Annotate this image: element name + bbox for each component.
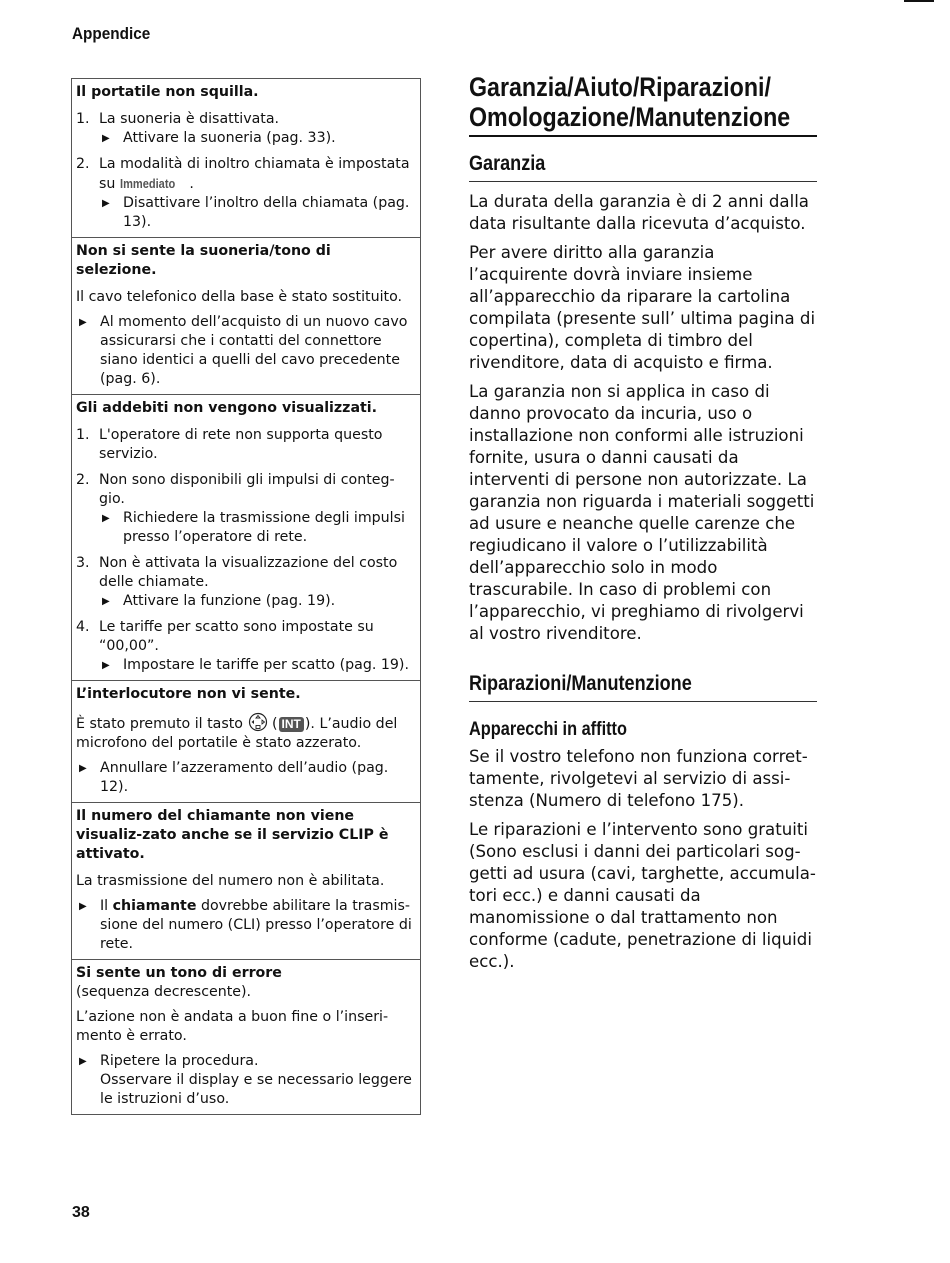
action-step <box>76 313 416 389</box>
warranty-column <box>469 72 817 980</box>
section-subtitle: (sequenza decrescente). <box>76 984 252 1000</box>
riparazioni-heading: Riparazioni/Manutenzione <box>469 672 692 695</box>
item-text: La suoneria è disattivata. <box>99 111 280 127</box>
action-step <box>99 592 416 611</box>
cause-text: La trasmissione del numero non è abilitata. <box>76 873 385 889</box>
running-header: Appendice <box>72 24 151 43</box>
garanzia-heading: Garanzia <box>469 152 546 175</box>
trouble-section-no-audio <box>72 680 420 802</box>
list-item <box>76 155 416 232</box>
int-key-icon: INT <box>279 717 304 732</box>
item-number: 2. <box>76 472 90 488</box>
action-text: Attivare la funzione (pag. 19). <box>123 593 336 609</box>
item-text: Non sono disponibili gli impulsi di conteg-gio. <box>99 472 395 507</box>
item-text: Non è attivata la visualizzazione del costo delle chiamate. <box>99 555 398 590</box>
section-title: Il portatile non squilla. <box>76 84 259 100</box>
action-text: Il chiamante dovrebbe abilitare la trasmis-sione del numero (CLI) presso l’operatore di rete. <box>100 898 412 952</box>
item-number: 1. <box>76 111 90 127</box>
list-item <box>76 618 416 675</box>
trouble-section-no-dial-tone <box>72 237 420 394</box>
arrow-right-icon: ▶ <box>79 763 87 774</box>
arrow-right-icon: ▶ <box>102 596 110 607</box>
action-text: Disattivare l’inoltro della chiamata (pag. 13). <box>123 195 410 230</box>
arrow-right-icon: ▶ <box>79 317 87 328</box>
arrow-right-icon: ▶ <box>102 133 110 144</box>
action-step <box>76 759 416 797</box>
trouble-section-error-tone <box>72 959 420 1114</box>
trouble-section-no-ring <box>72 79 420 237</box>
action-text: Richiedere la trasmissione degli impulsi presso l’operatore di rete. <box>123 510 405 545</box>
riparazioni-paragraph-2: Le riparazioni e l’intervento sono gratuiti (Sono esclusi i danni dei particolari sog-getti ad usura (cavi, targhette, accumula-tori ecc.) e danni causati da manomissione o dal trattamento non conforme (cadute, penetrazione di liquidi ecc.). <box>469 820 816 971</box>
arrow-right-icon: ▶ <box>102 198 110 209</box>
item-text: La modalità di inoltro chiamata è impostata <box>99 156 410 172</box>
action-step <box>99 656 416 675</box>
main-heading: Garanzia/Aiuto/Riparazioni/ Omologazione/Manutenzione <box>469 72 791 132</box>
section-title: Si sente un tono di errore <box>76 965 282 981</box>
cause-text: Il cavo telefonico della base è stato sostituito. <box>76 289 403 305</box>
item-text-line2: su Immediato . <box>99 176 194 192</box>
item-number: 4. <box>76 619 90 635</box>
arrow-right-icon: ▶ <box>79 901 87 912</box>
action-text: Attivare la suoneria (pag. 33). <box>123 130 336 146</box>
navigation-key-icon <box>248 712 268 732</box>
arrow-right-icon: ▶ <box>102 660 110 671</box>
arrow-right-icon: ▶ <box>79 1056 87 1067</box>
garanzia-paragraph-3: La garanzia non si applica in caso di danno provocato da incuria, uso o installazione non conformi alle istruzioni fornite, usura o danni causati da interventi di persone non autorizzate. La garanzia non riguarda i materiali soggetti ad usure e neanche quelle carenze che regiudicano il valore o l’utilizzabilità dell’apparecchio solo in modo trascurabile. In caso di problemi con l’apparecchio, vi preghiamo di rivolgervi al vostro rivenditore. <box>469 382 815 643</box>
corner-rule <box>904 0 934 2</box>
list-item <box>76 110 416 148</box>
garanzia-paragraph-2: Per avere diritto alla garanzia l’acquirente dovrà inviare insieme all’apparecchio da riparare la cartolina compilata (presente sull’ ultima pagina di copertina), completa di timbro del rivenditore, data di acquisto e firma. <box>469 243 816 372</box>
action-text: Al momento dell’acquisto di un nuovo cavo assicurarsi che i contatti del connettore siano identici a quelli del cavo precedente (pag. 6). <box>100 314 408 387</box>
item-number: 1. <box>76 427 90 443</box>
section-title: Il numero del chiamante non viene visualiz-zato anche se il servizio CLIP è attivato. <box>76 808 389 862</box>
affitto-heading: Apparecchi in affitto <box>469 719 627 740</box>
troubleshooting-table <box>71 78 421 1115</box>
action-step <box>76 897 416 954</box>
item-number: 3. <box>76 555 90 571</box>
action-step <box>99 129 416 148</box>
section-title: Gli addebiti non vengono visualizzati. <box>76 400 378 416</box>
action-step <box>99 194 416 232</box>
action-step <box>99 509 416 547</box>
item-text: L'operatore di rete non supporta questo servizio. <box>99 427 383 462</box>
riparazioni-paragraph-1: Se il vostro telefono non funziona corret-tamente, rivolgetevi al servizio di assi-stenza (Numero di telefono 175). <box>469 747 808 810</box>
list-item <box>76 554 416 611</box>
action-text: Impostare le tariffe per scatto (pag. 19). <box>123 657 409 673</box>
display-option-label: Immediato <box>119 176 176 191</box>
arrow-right-icon: ▶ <box>102 513 110 524</box>
garanzia-paragraph-1: La durata della garanzia è di 2 anni dalla data risultante dalla ricevuta d’acquisto. <box>469 192 809 233</box>
cause-text: È stato premuto il tasto ( INT ). L’audio del microfono del portatile è stato azzerato. <box>76 712 416 753</box>
action-text: Annullare l’azzeramento dell’audio (pag. 12). <box>100 760 389 795</box>
section-title: L’interlocutore non vi sente. <box>76 686 301 702</box>
section-title: Non si sente la suoneria/tono di selezione. <box>76 243 331 278</box>
trouble-section-charges <box>72 394 420 680</box>
list-item <box>76 471 416 547</box>
item-number: 2. <box>76 156 90 172</box>
action-step <box>76 1052 416 1071</box>
note-text: Osservare il display e se necessario leggere le istruzioni d’uso. <box>100 1072 412 1107</box>
page-number: 38 <box>72 1204 90 1221</box>
item-text: Le tariffe per scatto sono impostate su “00,00”. <box>99 619 374 654</box>
cause-text: L’azione non è andata a buon fine o l’inseri-mento è errato. <box>76 1009 389 1044</box>
trouble-section-clip <box>72 802 420 959</box>
action-text: Ripetere la procedura. <box>100 1053 259 1069</box>
list-item <box>76 426 416 464</box>
